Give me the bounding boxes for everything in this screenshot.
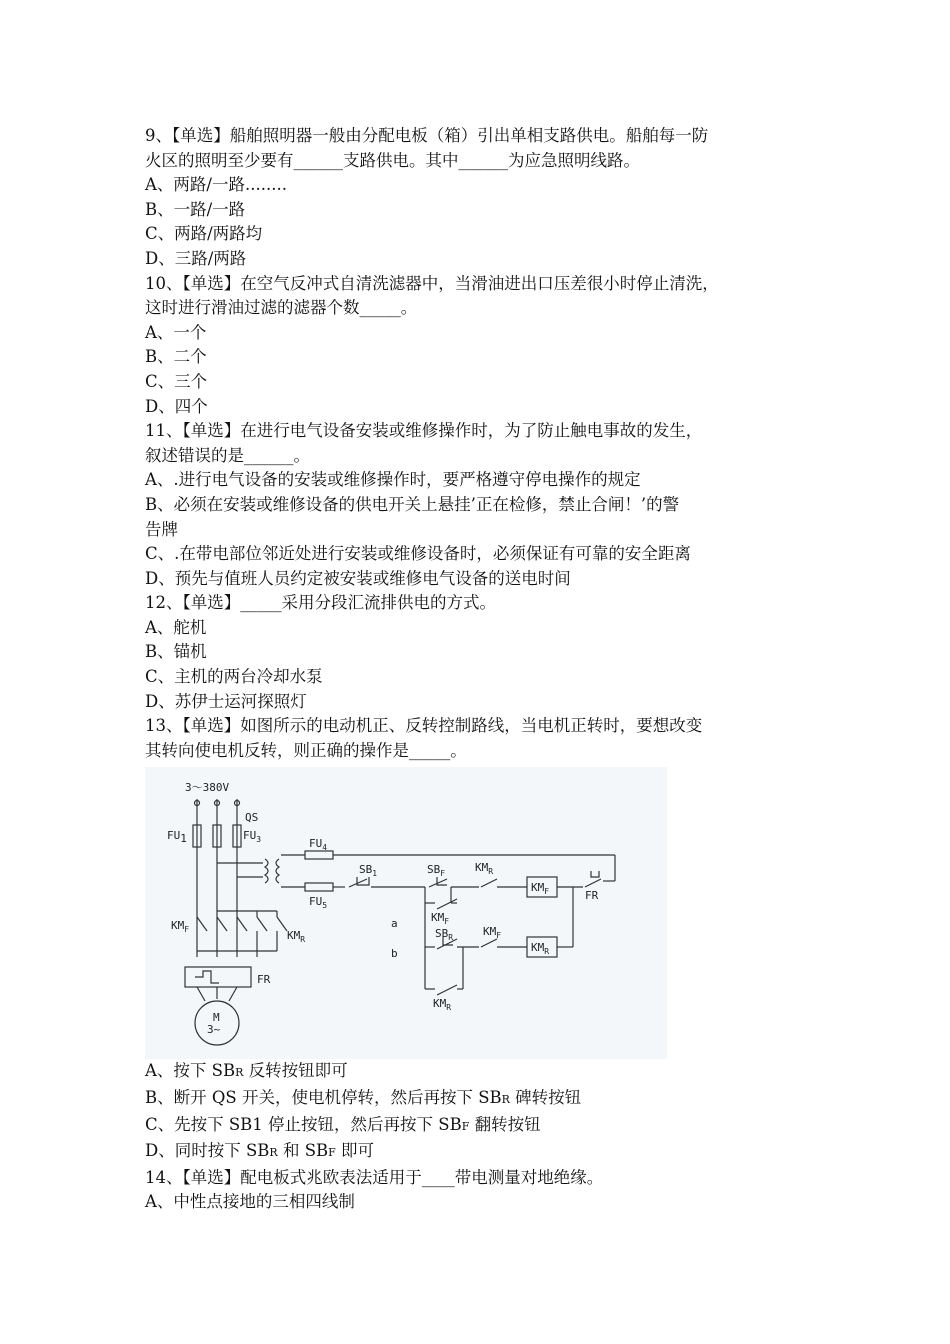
option-a: A、舵机 — [145, 617, 207, 637]
option-a: A、中性点接地的三相四线制 — [145, 1192, 355, 1212]
question-stem-line: 11、【单选】在进行电气设备安装或维修操作时，为了防止触电事故的发生， — [145, 421, 703, 441]
motor-control-circuit-diagram — [145, 767, 667, 1059]
kmf-hold-label: $KM_F$ — [431, 911, 450, 927]
kmr-nc-label: $KM_R$ — [475, 861, 494, 877]
option-c: C、主机的两台冷却水泵 — [145, 667, 323, 687]
fr-main-label: FR — [257, 973, 271, 987]
option-b: B、一路/一路 — [145, 199, 246, 219]
question-stem-line: 10、【单选】在空气反冲式自清洗滤器中，当滑油进出口压差很小时停止清洗， — [145, 273, 719, 293]
question-stem-line: 12、【单选】_____采用分段汇流排供电的方式。 — [145, 593, 496, 613]
question-10 — [145, 272, 835, 420]
option-c: C、.在带电部位邻近处进行安装或维修设备时，必须保证有可靠的安全距离 — [145, 544, 691, 564]
option-d: D、预先与值班人员约定被安装或维修电气设备的送电时间 — [145, 568, 571, 588]
question-11 — [145, 419, 835, 591]
question-14 — [145, 1166, 835, 1215]
node-a-label: a — [391, 917, 398, 931]
node-b-label: b — [391, 947, 398, 961]
question-12 — [145, 591, 835, 714]
kmf-coil-label: $KM_F$ — [531, 881, 550, 897]
kmf-main-label: $KM_F$ — [171, 919, 190, 935]
option-a: A、一个 — [145, 322, 207, 342]
sbf-label: $SB_F$ — [427, 863, 446, 879]
fu4-label: $FU_4$ — [309, 837, 328, 853]
supply-label: 3～380V — [185, 781, 230, 795]
question-stem-line: 13、【单选】如图所示的电动机正、反转控制路线，当电机正转时，要想改变 — [145, 716, 703, 736]
option-c: C、两路/两路均 — [145, 224, 263, 244]
option-c: C、三个 — [145, 371, 208, 391]
option-a: A、两路/一路........ — [145, 175, 287, 195]
document-page — [145, 124, 835, 1215]
fr-top-label: FR — [585, 889, 599, 903]
sb1-label: $SB_1$ — [359, 863, 378, 879]
option-a: A、按下 SBR 反转按钮即可 — [145, 1061, 348, 1081]
option-b-continued: 告牌 — [145, 519, 178, 539]
question-stem-line: 14、【单选】配电板式兆欧表法适用于____带电测量对地绝缘。 — [145, 1167, 604, 1187]
question-13 — [145, 714, 835, 1166]
motor-label: M — [213, 1011, 220, 1025]
option-b: B、断开 QS 开关，使电机停转，然后再按下 SBR 碑转按钮 — [145, 1088, 582, 1108]
question-stem-line: 火区的照明至少要有______支路供电。其中______为应急照明线路。 — [145, 150, 640, 170]
question-stem-line: 这时进行滑油过滤的滤器个数_____。 — [145, 298, 418, 318]
question-9 — [145, 124, 835, 272]
option-b: B、二个 — [145, 347, 207, 367]
fu1-label: FU1 — [167, 829, 187, 846]
question-stem-line: 9、【单选】船舶照明器一般由分配电板（箱）引出单相支路供电。船舶每一防 — [145, 126, 709, 145]
motor-phase-label: 3~ — [207, 1023, 221, 1037]
fu5-label: $FU_5$ — [309, 895, 328, 911]
option-d: D、苏伊士运河探照灯 — [145, 691, 307, 711]
sbr-label: $SB_R$ — [435, 927, 454, 943]
kmr-hold-label: $KM_R$ — [433, 997, 452, 1013]
kmr-main-label: $KM_R$ — [287, 929, 306, 945]
qs-label: QS — [245, 811, 259, 825]
question-stem-line: 叙述错误的是______。 — [145, 445, 310, 465]
fu3-label: $FU_3$ — [243, 829, 262, 845]
question-stem-line: 其转向使电机反转，则正确的操作是_____。 — [145, 740, 467, 760]
option-d: D、同时按下 SBR 和 SBF 即可 — [145, 1141, 375, 1161]
option-a: A、.进行电气设备的安装或维修操作时，要严格遵守停电操作的规定 — [145, 470, 641, 490]
option-d: D、四个 — [145, 396, 208, 416]
kmr-coil-label: $KM_R$ — [531, 941, 550, 957]
option-c: C、先按下 SB1 停止按钮，然后再按下 SBF 翻转按钮 — [145, 1114, 541, 1134]
circuit-svg — [145, 767, 667, 1059]
option-d: D、三路/两路 — [145, 248, 247, 268]
option-b: B、锚机 — [145, 642, 207, 662]
kmf-interlock-label: $KM_F$ — [483, 925, 502, 941]
option-b: B、必须在安装或维修设备的供电开关上悬挂’正在检修，禁止合闸！’的警 — [145, 494, 680, 514]
